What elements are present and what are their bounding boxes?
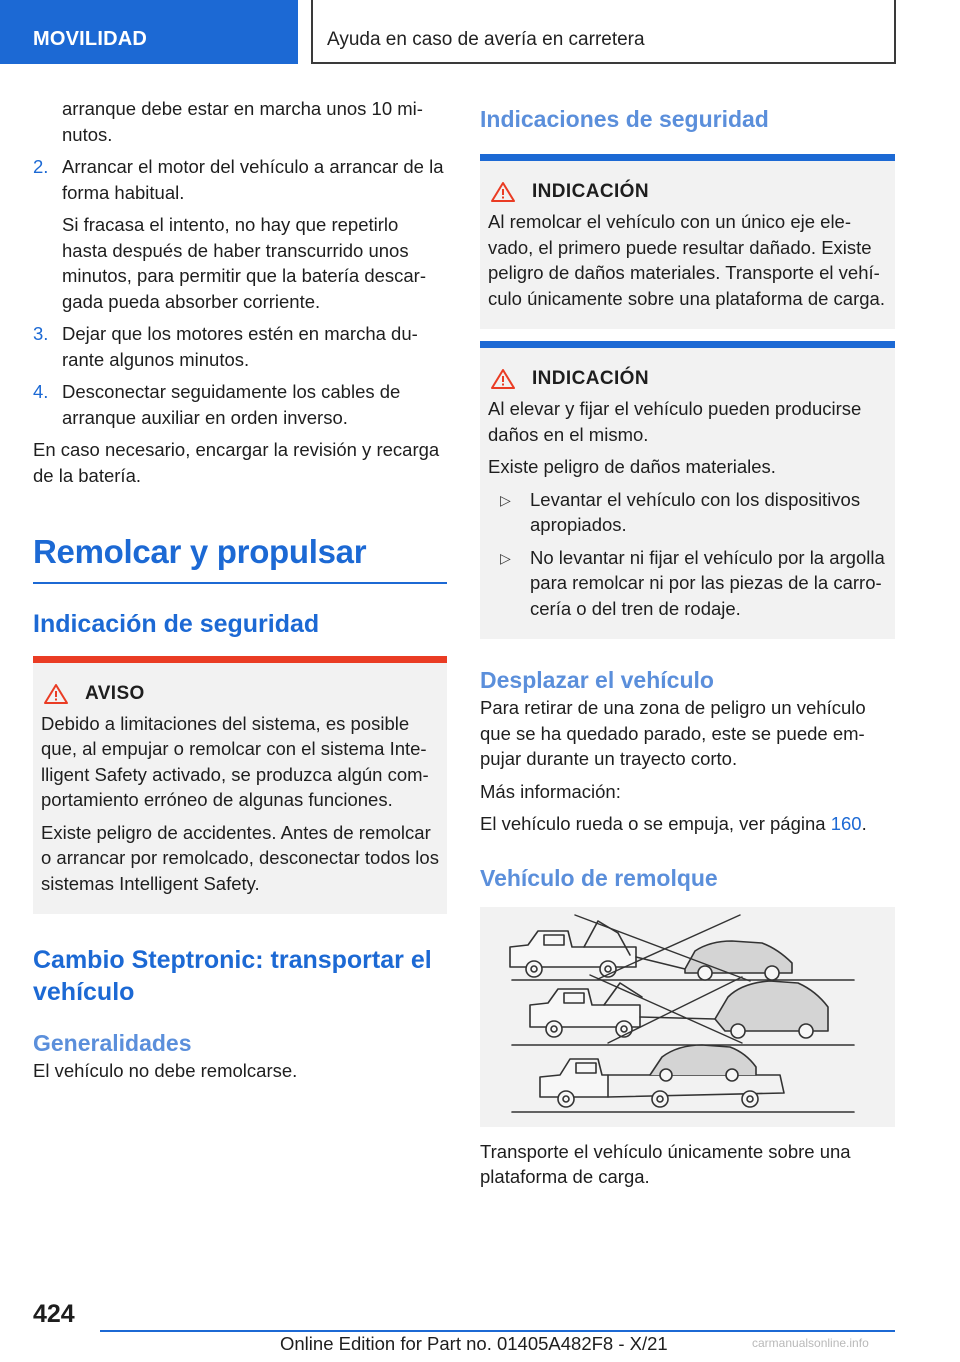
- footer-rule: [100, 1330, 895, 1332]
- tow-illustration: [480, 907, 895, 1127]
- notice-text-2: Existe peligro de daños materiales.: [488, 456, 776, 477]
- steps-list: [33, 96, 447, 430]
- warning-triangle-icon: [490, 368, 520, 390]
- step-2: [33, 154, 447, 314]
- step-text: Desconectar seguidamente los cables de arranque auxiliar en orden inverso.: [62, 381, 401, 428]
- section-tab: MOVILIDAD: [0, 0, 298, 64]
- tow-vehicle-heading: Vehículo de remolque: [480, 864, 718, 891]
- triangle-bullet-icon: ▷: [500, 491, 511, 508]
- page-reference: [480, 811, 895, 837]
- aviso-text-1: Debido a limitaciones del sistema, es posible que, al empujar o remolcar con el sistema Inte-lligent Safety activado, se produzca algún com-portamiento erróneo de algunas funciones.: [41, 712, 429, 810]
- aviso-label: AVISO: [85, 682, 145, 704]
- warning-triangle-icon: [43, 683, 73, 705]
- step-extra-text: Si fracasa el intento, no hay que repetirlo hasta después de haber transcurrido unos minutos, para permitir que la batería descar-gada pueda absorber corriente.: [62, 214, 427, 312]
- step-number: 4.: [33, 381, 49, 402]
- notice-label: INDICACIÓN: [532, 181, 649, 202]
- watermark: carmanualsonline.info: [752, 1336, 869, 1350]
- tow-truck-diagram: [480, 907, 895, 1127]
- step-continuation: [33, 96, 447, 147]
- push-heading: Desplazar el vehículo: [480, 667, 714, 693]
- edition-text: Online Edition for Part no. 01405A482F8 - X/21: [280, 1333, 668, 1354]
- safety-indications-heading: Indicaciones de seguridad: [480, 106, 769, 132]
- triangle-bullet-icon: ▷: [500, 549, 511, 566]
- notice-label: INDICACIÓN: [532, 368, 649, 389]
- notice-box-1: [480, 154, 895, 329]
- general-text: El vehículo no debe remolcarse.: [33, 1060, 298, 1081]
- heading-rule: [33, 582, 447, 584]
- left-column: [33, 96, 447, 1084]
- push-text: Para retirar de una zona de peligro un vehículo que se ha quedado parado, este se puede em-pujar durante un trayecto corto.: [480, 697, 866, 769]
- illustration-caption: Transporte el vehículo únicamente sobre una plataforma de carga.: [480, 1140, 851, 1187]
- notice-header: [488, 181, 887, 203]
- bullet-text: Levantar el vehículo con los dispositivos apropiados.: [530, 488, 861, 535]
- step-4: [33, 379, 447, 430]
- notice-box-2: [480, 341, 895, 639]
- steptronic-heading: Cambio Steptronic: transportar el vehículo: [33, 946, 432, 1006]
- step-text: arranque debe estar en marcha unos 10 mi-nutos.: [62, 98, 423, 145]
- warning-triangle-icon: [490, 181, 520, 203]
- step-3: [33, 321, 447, 372]
- reference-text: El vehículo rueda o se empuja, ver página: [480, 813, 831, 834]
- step-text: Arrancar el motor del vehículo a arrancar de la forma habitual.: [62, 156, 444, 203]
- more-info-label: Más información:: [480, 780, 621, 802]
- battery-note: En caso necesario, encargar la revisión y recarga de la batería.: [33, 439, 440, 486]
- safety-heading: Indicación de seguridad: [33, 609, 320, 638]
- notice-header: [488, 368, 887, 390]
- bullet-text: No levantar ni fijar el vehículo por la argolla para remolcar ni por las piezas de la carro-cería o del tren de rodaje.: [530, 546, 885, 619]
- page-link[interactable]: 160: [830, 813, 862, 834]
- step-number: 2.: [33, 156, 49, 177]
- notice-text: Al remolcar el vehículo con un único eje ele-vado, el primero puede resultar dañado. Existe peligro de daños materiales. Transporte el vehí-culo únicamente sobre una plataforma de carga.: [488, 211, 885, 309]
- bullet-item: [488, 487, 887, 538]
- step-text: Dejar que los motores estén en marcha du-rante algunos minutos.: [62, 323, 418, 370]
- general-heading: Generalidades: [33, 1030, 192, 1056]
- chapter-title: Ayuda en caso de avería en carretera: [311, 0, 896, 64]
- page-number: 424: [33, 1300, 75, 1328]
- bullet-item: [488, 545, 887, 622]
- notice-text-1: Al elevar y fijar el vehículo pueden producirse daños en el mismo.: [488, 398, 862, 445]
- step-number: 3.: [33, 323, 49, 344]
- main-heading: Remolcar y propulsar: [33, 533, 367, 570]
- reference-end: .: [861, 813, 867, 834]
- aviso-box: [33, 656, 447, 915]
- aviso-text-2: Existe peligro de accidentes. Antes de remolcar o arrancar por remolcado, desconectar todos los sistemas Intelligent Safety.: [41, 821, 439, 894]
- aviso-header: [41, 683, 439, 705]
- right-column: [480, 96, 895, 1190]
